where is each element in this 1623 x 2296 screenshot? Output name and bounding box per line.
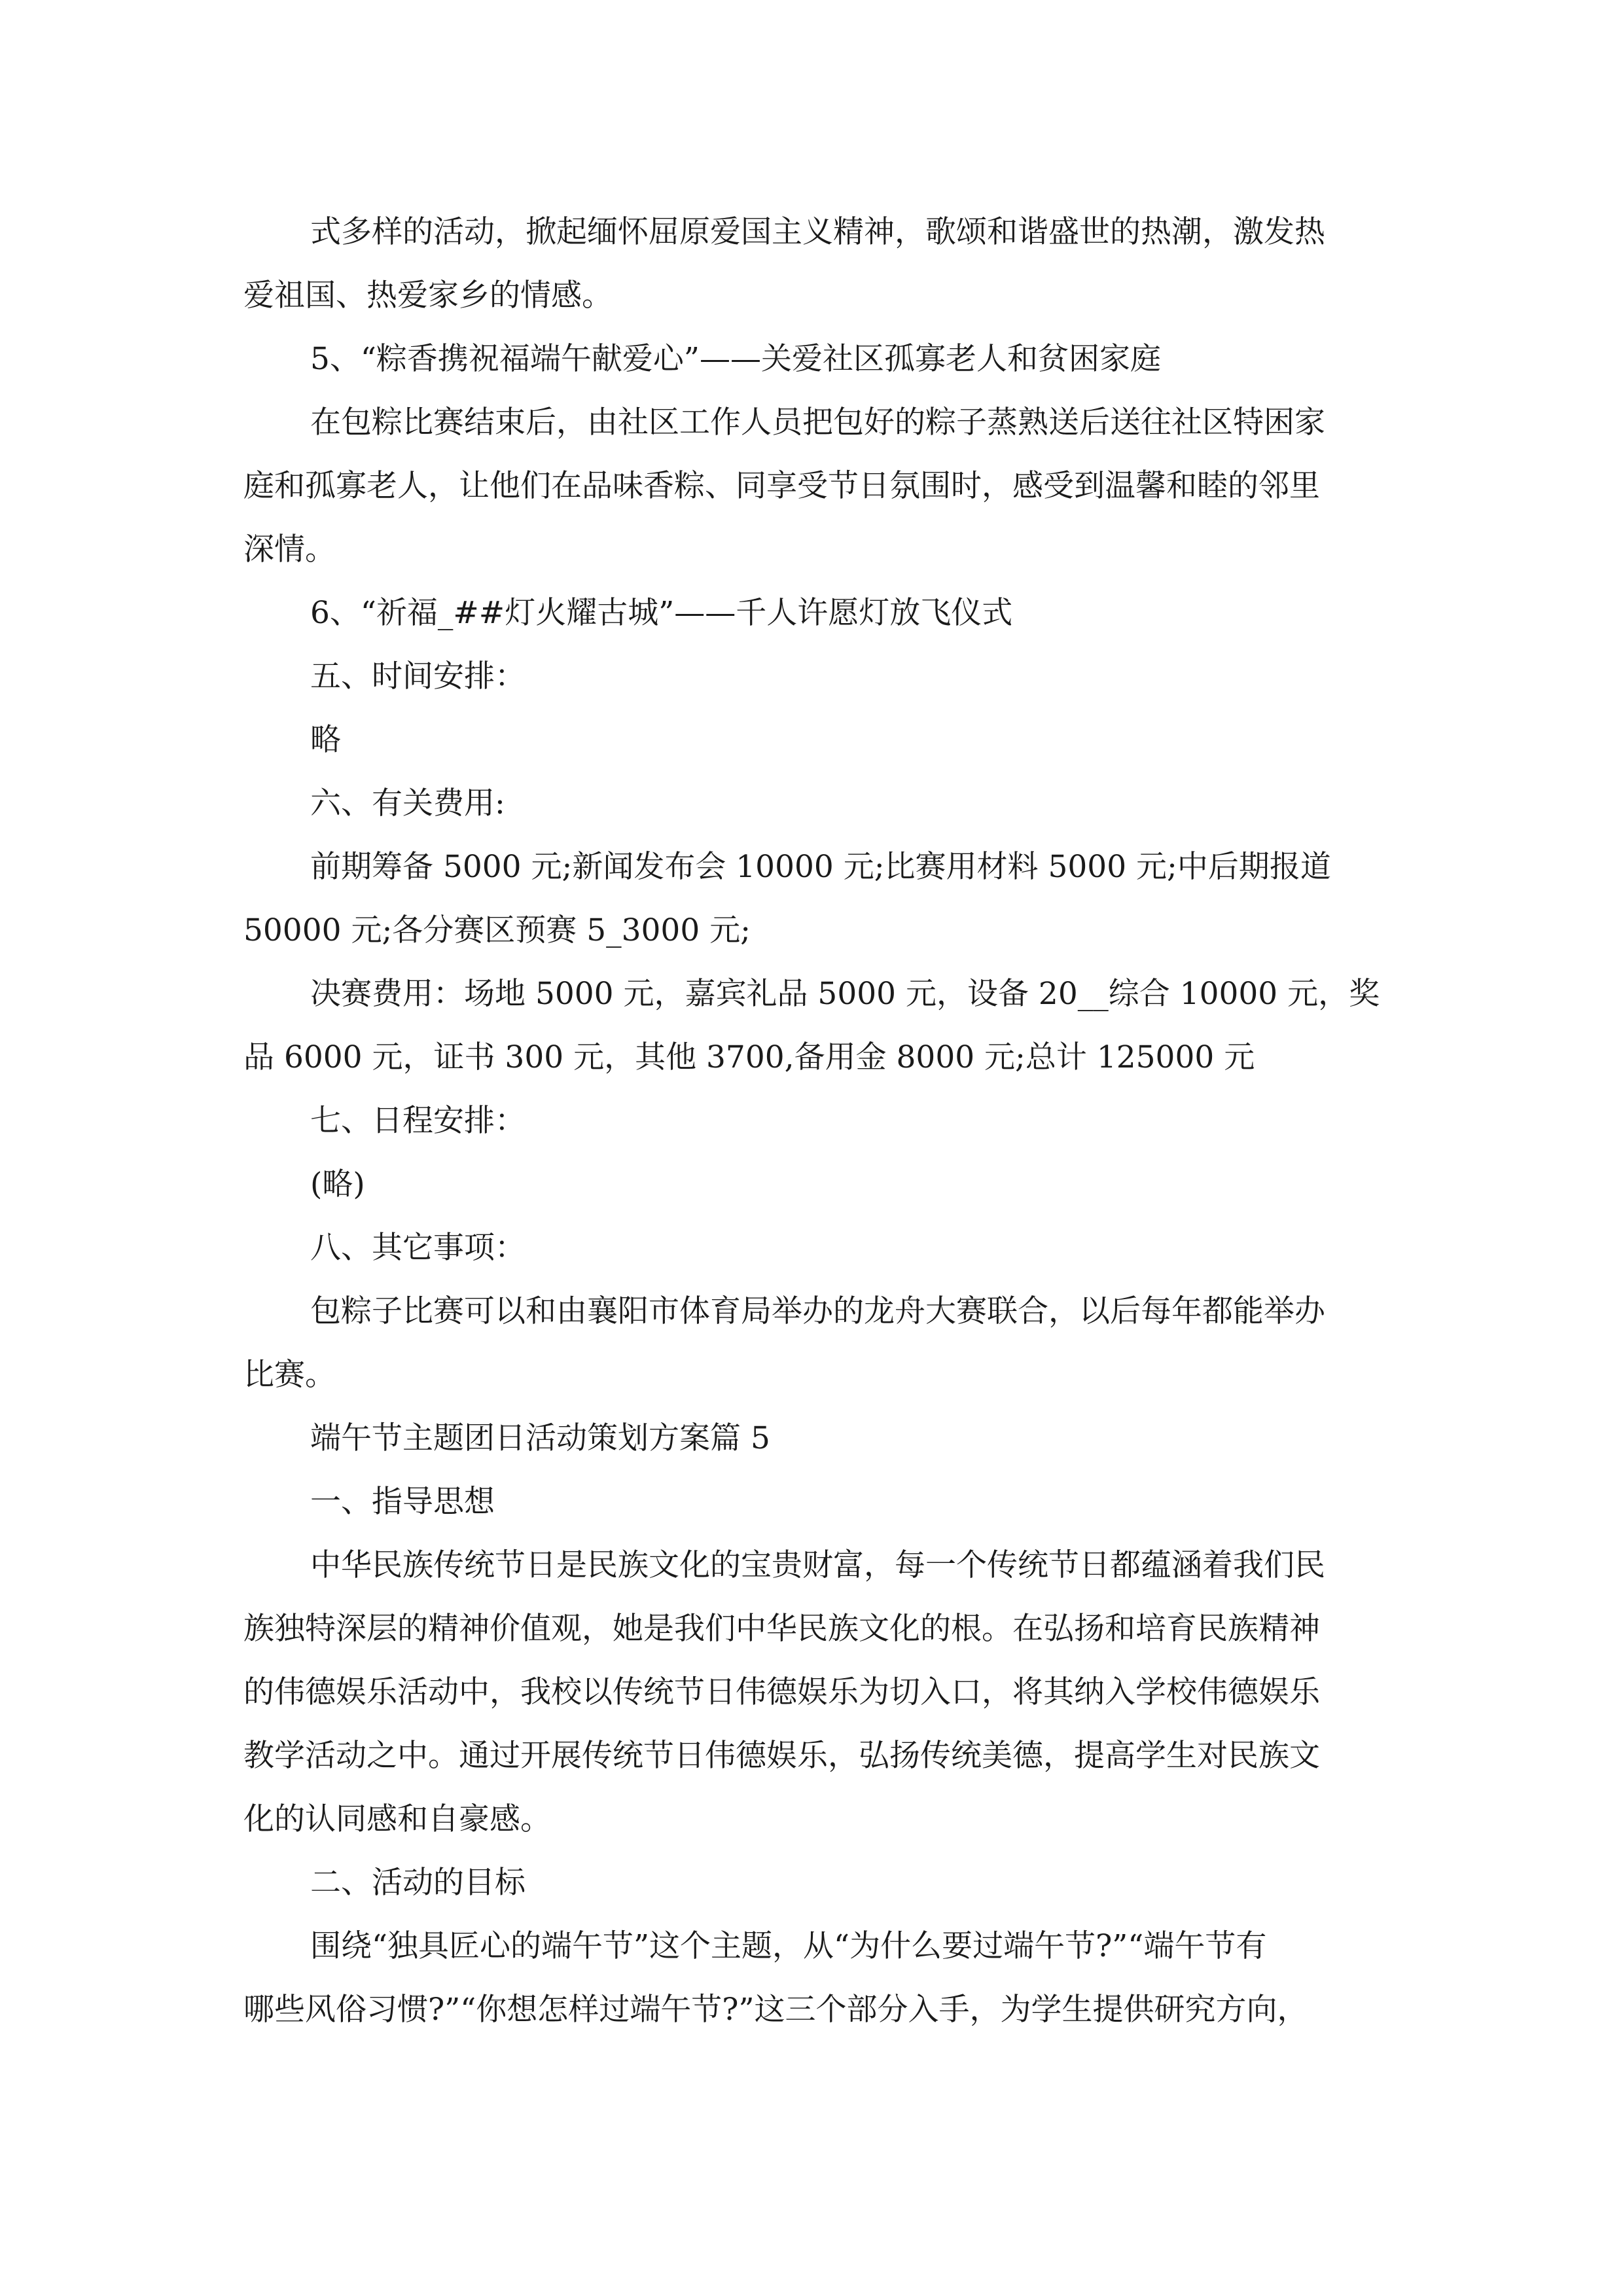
text-line: (略) [310,1166,365,1202]
document-body [243,200,1382,2041]
text-line: 爱祖国、热爱家乡的情感。 [243,278,613,314]
section-heading: 八、其它事项： [310,1230,526,1266]
text-line: 教学活动之中。通过开展传统节日伟德娱乐，弘扬传统美德，提高学生对民族文 [243,1738,1320,1774]
section-heading: 六、有关费用: [310,785,505,821]
section-heading: 七、日程安排： [310,1103,526,1139]
text-line: 庭和孤寡老人，让他们在品味香粽、同享受节日氛围时，感受到温馨和睦的邻里 [243,468,1320,504]
text-line: 在包粽比赛结束后，由社区工作人员把包好的粽子蒸熟送后送往社区特困家 [310,404,1325,440]
text-line: 品 6000 元，证书 300 元，其他 3700,备用金 8000 元;总计 125000 元 [243,1039,1255,1075]
section-heading: 一、指导思想 [310,1484,495,1520]
text-line: 的伟德娱乐活动中，我校以传统节日伟德娱乐为切入口，将其纳入学校伟德娱乐 [243,1674,1320,1710]
text-line: 包粽子比赛可以和由襄阳市体育局举办的龙舟大赛联合，以后每年都能举办 [310,1293,1325,1329]
text-line: 略 [310,722,341,758]
article-title: 端午节主题团日活动策划方案篇 5 [310,1420,770,1456]
section-heading: 二、活动的目标 [310,1865,526,1901]
section-heading: 五、时间安排： [310,658,526,694]
text-line: 比赛。 [243,1357,336,1393]
text-line: 围绕“独具匠心的端午节”这个主题，从“为什么要过端午节?”“端午节有 [310,1928,1267,1964]
text-line: 中华民族传统节日是民族文化的宝贵财富，每一个传统节日都蕴涵着我们民 [310,1547,1325,1583]
text-line: 5、“粽香携祝福端午献爱心”——关爱社区孤寡老人和贫困家庭 [310,341,1161,377]
text-line: 哪些风俗习惯?”“你想怎样过端午节?”这三个部分入手，为学生提供研究方向， [243,1992,1308,2028]
text-line: 前期筹备 5000 元;新闻发布会 10000 元;比赛用材料 5000 元;中后期报道 [310,849,1331,885]
text-line: 决赛费用：场地 5000 元，嘉宾礼品 5000 元，设备 20__综合 10000 元，奖 [310,976,1380,1012]
text-line: 式多样的活动，掀起缅怀屈原爱国主义精神，歌颂和谐盛世的热潮，激发热 [310,214,1325,250]
text-line: 50000 元;各分赛区预赛 5_3000 元; [243,912,751,948]
text-line: 深情。 [243,531,336,567]
text-line: 族独特深层的精神价值观，她是我们中华民族文化的根。在弘扬和培育民族精神 [243,1611,1320,1647]
text-line: 化的认同感和自豪感。 [243,1801,551,1837]
text-line: 6、“祈福_##灯火耀古城”——千人许愿灯放飞仪式 [310,595,1013,631]
